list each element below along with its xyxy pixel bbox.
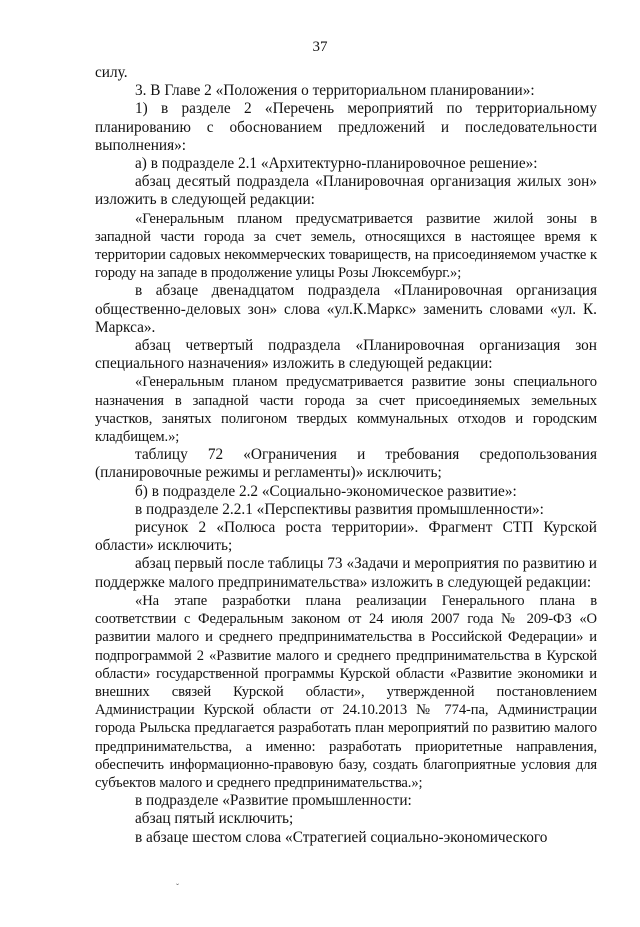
paragraph: в подразделе «Развитие промышленности: — [135, 792, 412, 810]
scan-speck: ˇ — [176, 882, 179, 892]
paragraph: таблицу 72 «Ограничения и требования средопользования (планировочные режимы и регламенты)» исключить; — [95, 446, 597, 482]
paragraph: а) в подразделе 2.1 «Архитектурно-планировочное решение»: — [135, 155, 538, 173]
page-number: 37 — [312, 39, 328, 55]
paragraph: абзац пятый исключить; — [135, 810, 294, 828]
paragraph: в подразделе 2.2.1 «Перспективы развития промышленности»: — [135, 500, 544, 518]
paragraph: «На этапе разработки плана реализации Генерального плана в соответствии с Федеральным законом от 24 июля 2007 года № 209-ФЗ «О развитии малого и среднего предпринимательства в Российской Федерации» и подпрограммой 2 «Развитие малого и среднего предпринимательства в Курской области» государственной программы Курской области «Развитие экономики и внешних связей Курской области», утвержденной постановлением Администрации Курской области от 24.10.2013 № 774-па, Администрации города Рыльска предлагается разработать план мероприятий по развитию малого предпринимательства, а именно: разработать приоритетные направления, обеспечить информационно-правовую базу, создать благоприятные условия для субъектов малого и среднего предпринимательства.»; — [95, 592, 597, 791]
paragraph: абзац десятый подраздела «Планировочная организация жилых зон» изложить в следующей редакции: — [95, 173, 597, 209]
paragraph: абзац четвертый подраздела «Планировочная организация зон специального назначения» изложить в следующей редакции: — [95, 337, 597, 373]
document-body — [95, 64, 597, 847]
paragraph: в абзаце двенадцатом подраздела «Планировочная организация общественно-деловых зон» слова «ул.К.Маркс» заменить словами «ул. К. Маркса». — [95, 282, 597, 336]
paragraph: 3. В Главе 2 «Положения о территориальном планировании»: — [135, 82, 535, 100]
paragraph: «Генеральным планом предусматривается развитие жилой зоны в западной части города за счет земель, относящихся в настоящее время к территории садовых некоммерческих товариществ, на присоединяемом участке к городу на западе в продолжение улицы Розы Люксембург.»; — [95, 210, 597, 282]
paragraph: абзац первый после таблицы 73 «Задачи и мероприятия по развитию и поддержке малого предпринимательства» изложить в следующей редакции: — [95, 555, 597, 591]
paragraph: силу. — [95, 64, 128, 81]
paragraph: «Генеральным планом предусматривается развитие зоны специального назначения в западной части города за счет присоединяемых земельных участков, занятых полигоном твердых коммунальных отходов и городским кладбищем.»; — [95, 374, 597, 446]
paragraph: рисунок 2 «Полюса роста территории». Фрагмент СТП Курской области» исключить; — [95, 519, 597, 555]
paragraph: б) в подразделе 2.2 «Социально-экономическое развитие»: — [135, 482, 517, 500]
paragraph: в абзаце шестом слова «Стратегией социально-экономического — [135, 828, 548, 846]
paragraph: 1) в разделе 2 «Перечень мероприятий по территориальному планированию с обоснованием предложений и последовательности выполнения»: — [95, 100, 597, 154]
